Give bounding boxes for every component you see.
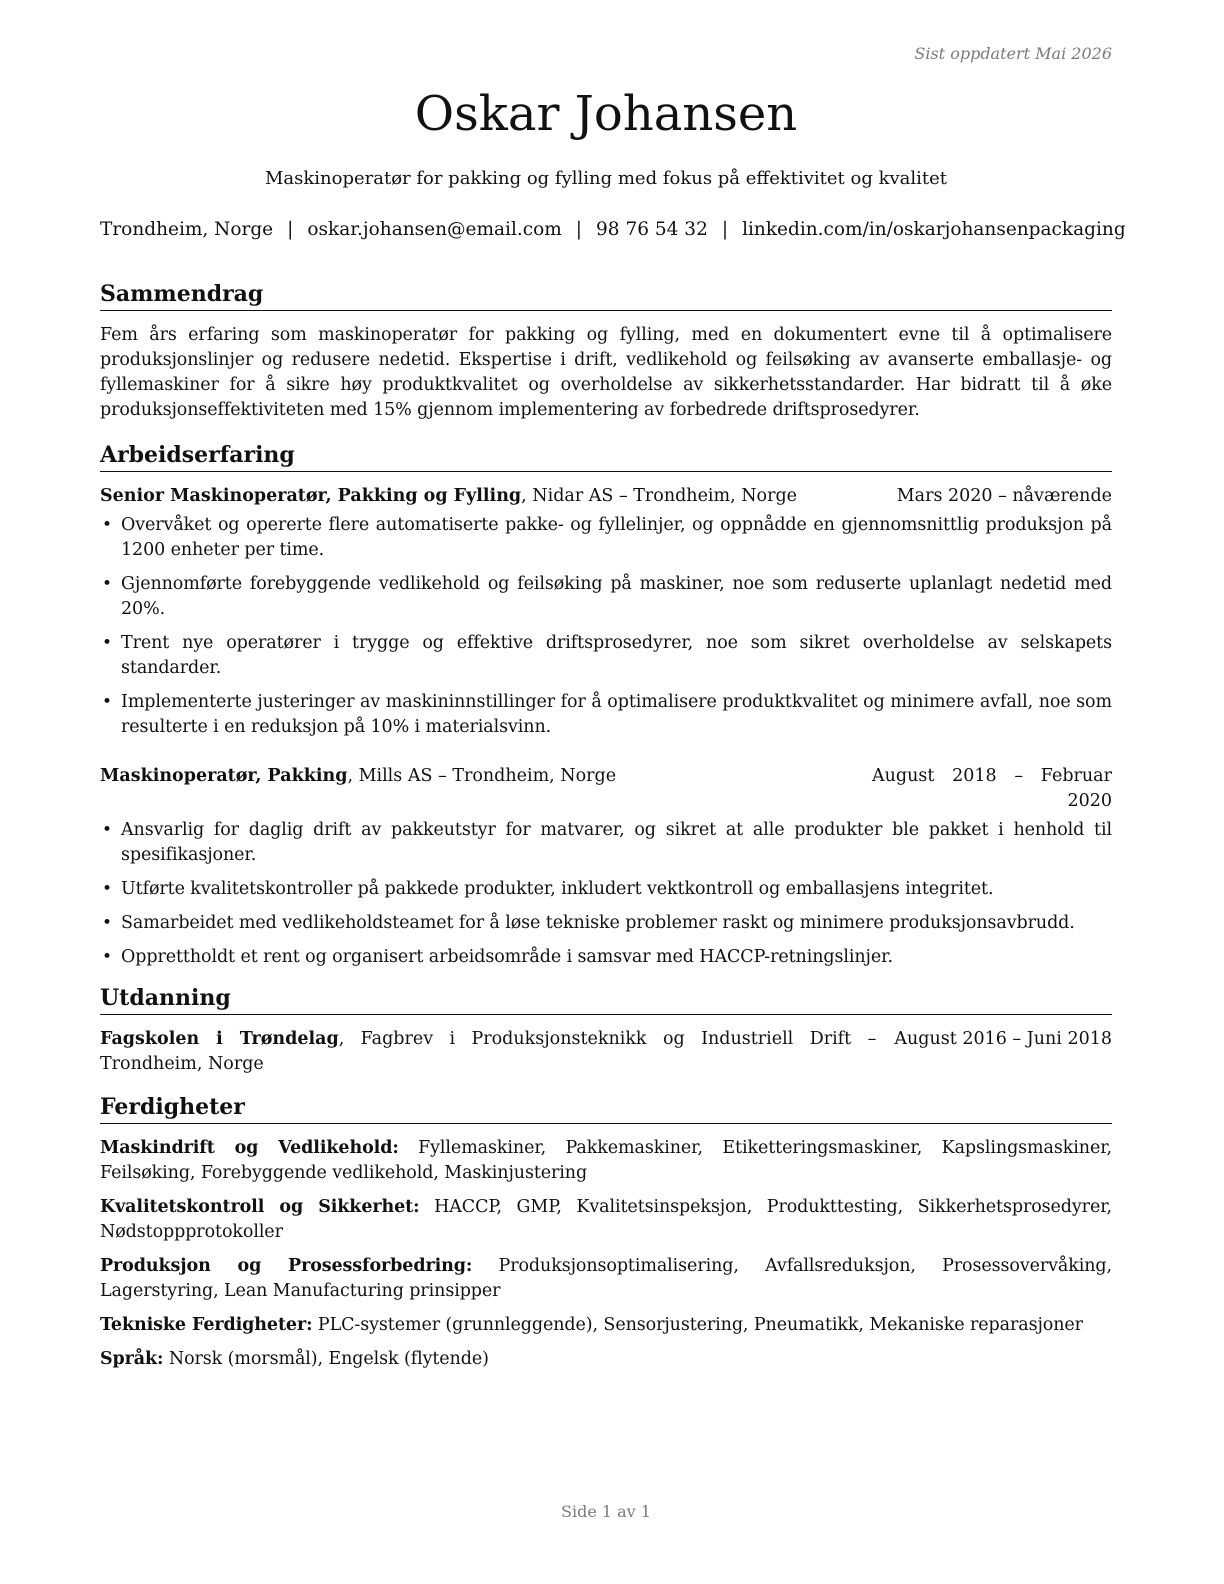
bullet-icon: • [102, 913, 112, 933]
job-entry [100, 764, 1112, 970]
section-heading-education: Utdanning [100, 984, 1112, 1015]
skill-group [100, 1313, 1112, 1338]
education-entry [100, 1027, 1112, 1077]
bullet-item: • Overvåket og opererte flere automatiserte pakke- og fyllelinjer, og oppnådde en gjennomsnittlig produksjon på 1200 enheter per time. [102, 515, 1112, 560]
bullet-icon: • [102, 947, 112, 967]
bullet-icon: • [102, 515, 112, 535]
skill-label: Maskindrift og Vedlikehold: [100, 1138, 399, 1158]
contact-linkedin[interactable]: linkedin.com/in/oskarjohansenpackaging [742, 219, 1126, 240]
job-bullets [100, 513, 1112, 740]
bullet-icon: • [102, 574, 112, 594]
contact-separator: | [721, 219, 729, 240]
tagline: Maskinoperatør for pakking og fylling med fokus på effektivitet og kvalitet [264, 168, 948, 189]
skill-group [100, 1136, 1112, 1186]
skill-values: PLC-systemer (grunnleggende), Sensorjustering, Pneumatikk, Mekaniske reparasjoner [312, 1315, 1083, 1335]
skill-group [100, 1195, 1112, 1245]
skill-label: Tekniske Ferdigheter: [100, 1315, 313, 1335]
skill-label: Språk: [100, 1349, 164, 1369]
contact-line [100, 219, 1126, 240]
last-updated-note: Sist oppdatert Mai 2026 [914, 44, 1112, 63]
job-dates: August 2018 – Februar 2020 [872, 766, 1112, 811]
job-company: , Mills AS – Trondheim, Norge [347, 766, 617, 786]
skill-values: HACCP, GMP, Kvalitetsinspeksjon, Produkttesting, Sikkerhetsprosedyrer, Nødstoppprotokoller [100, 1197, 1113, 1242]
job-bullets [100, 818, 1112, 970]
summary-section [100, 280, 1112, 423]
candidate-name: Oskar Johansen [414, 86, 798, 142]
skill-values: Norsk (morsmål), Engelsk (flytende) [163, 1349, 489, 1369]
education-school: Fagskolen i Trøndelag [100, 1029, 339, 1049]
education-details: , Fagbrev i Produksjonsteknikk og Industriell Drift – Trondheim, Norge [100, 1029, 877, 1074]
contact-email[interactable]: oskar.johansen@email.com [307, 219, 562, 240]
bullet-icon: • [102, 879, 112, 899]
bullet-item: • Samarbeidet med vedlikeholdsteamet for å løse tekniske problemer raskt og minimere produksjonsavbrudd. [100, 911, 1112, 936]
section-heading-summary: Sammendrag [100, 280, 1112, 311]
job-dates: Mars 2020 – nåværende [896, 486, 1112, 506]
summary-text: Fem års erfaring som maskinoperatør for pakking og fylling, med en dokumentert evne til å optimalisere produksjonslinjer og redusere nedetid. Ekspertise i drift, vedlikehold og feilsøking av avanserte emballasje- og fyllemaskiner for å sikre høy produktkvalitet og overholdelse av sikkerhetsstandarder. Har bidratt til å øke produksjonseffektiviteten med 15% gjennom implementering av forbedrede driftsprosedyrer. [100, 325, 1112, 420]
experience-section [100, 441, 1112, 970]
bullet-icon: • [102, 820, 112, 840]
education-section [100, 984, 1112, 1077]
section-heading-experience: Arbeidserfaring [100, 441, 1112, 472]
bullet-item: • Utførte kvalitetskontroller på pakkede produkter, inkludert vektkontroll og emballasjens integritet. [100, 877, 1112, 902]
bullet-item: • Implementerte justeringer av maskininnstillinger for å optimalisere produktkvalitet og minimere avfall, noe som resulterte i en reduksjon på 10% i materialsvinn. [102, 692, 1112, 737]
job-header [100, 484, 1112, 509]
contact-separator: | [287, 219, 294, 240]
bullet-icon: • [102, 692, 112, 712]
job-title: Maskinoperatør, Pakking [100, 766, 348, 786]
skill-group [100, 1254, 1112, 1304]
bullet-item: • Opprettholdt et rent og organisert arbeidsområde i samsvar med HACCP-retningslinjer. [100, 945, 1112, 970]
skills-section [100, 1093, 1112, 1372]
job-company: , Nidar AS – Trondheim, Norge [521, 486, 798, 506]
contact-phone: 98 76 54 32 [596, 219, 708, 240]
skill-group [100, 1347, 1112, 1372]
skill-label: Produksjon og Prosessforbedring: [100, 1256, 473, 1276]
resume-body [100, 270, 1112, 1381]
skill-label: Kvalitetskontroll og Sikkerhet: [100, 1197, 420, 1217]
page-number: Side 1 av 1 [561, 1502, 651, 1521]
bullet-item: • Gjennomførte forebyggende vedlikehold og feilsøking på maskiner, noe som reduserte uplanlagt nedetid med 20%. [102, 574, 1112, 619]
skill-values: Produksjonsoptimalisering, Avfallsreduksjon, Prosessovervåking, Lagerstyring, Lean Manufacturing prinsipper [100, 1256, 1112, 1301]
job-title: Senior Maskinoperatør, Pakking og Fylling [100, 486, 522, 506]
bullet-icon: • [102, 633, 112, 653]
job-entry [100, 484, 1112, 740]
bullet-item: • Trent nye operatører i trygge og effektive driftsprosedyrer, noe som sikret overholdelse av selskapets standarder. [102, 633, 1112, 678]
contact-separator: | [575, 219, 583, 240]
resume-page [100, 0, 1126, 1584]
skill-values: Fyllemaskiner, Pakkemaskiner, Etiketteringsmaskiner, Kapslingsmaskiner, Feilsøking, Forebyggende vedlikehold, Maskinjustering [100, 1138, 1113, 1183]
job-header [100, 764, 1112, 814]
bullet-item: • Ansvarlig for daglig drift av pakkeutstyr for matvarer, og sikret at alle produkter ble pakket i henhold til spesifikasjoner. [102, 820, 1112, 865]
contact-location: Trondheim, Norge [100, 219, 274, 240]
education-dates: August 2016 – Juni 2018 [894, 1029, 1112, 1049]
section-heading-skills: Ferdigheter [100, 1093, 1112, 1124]
